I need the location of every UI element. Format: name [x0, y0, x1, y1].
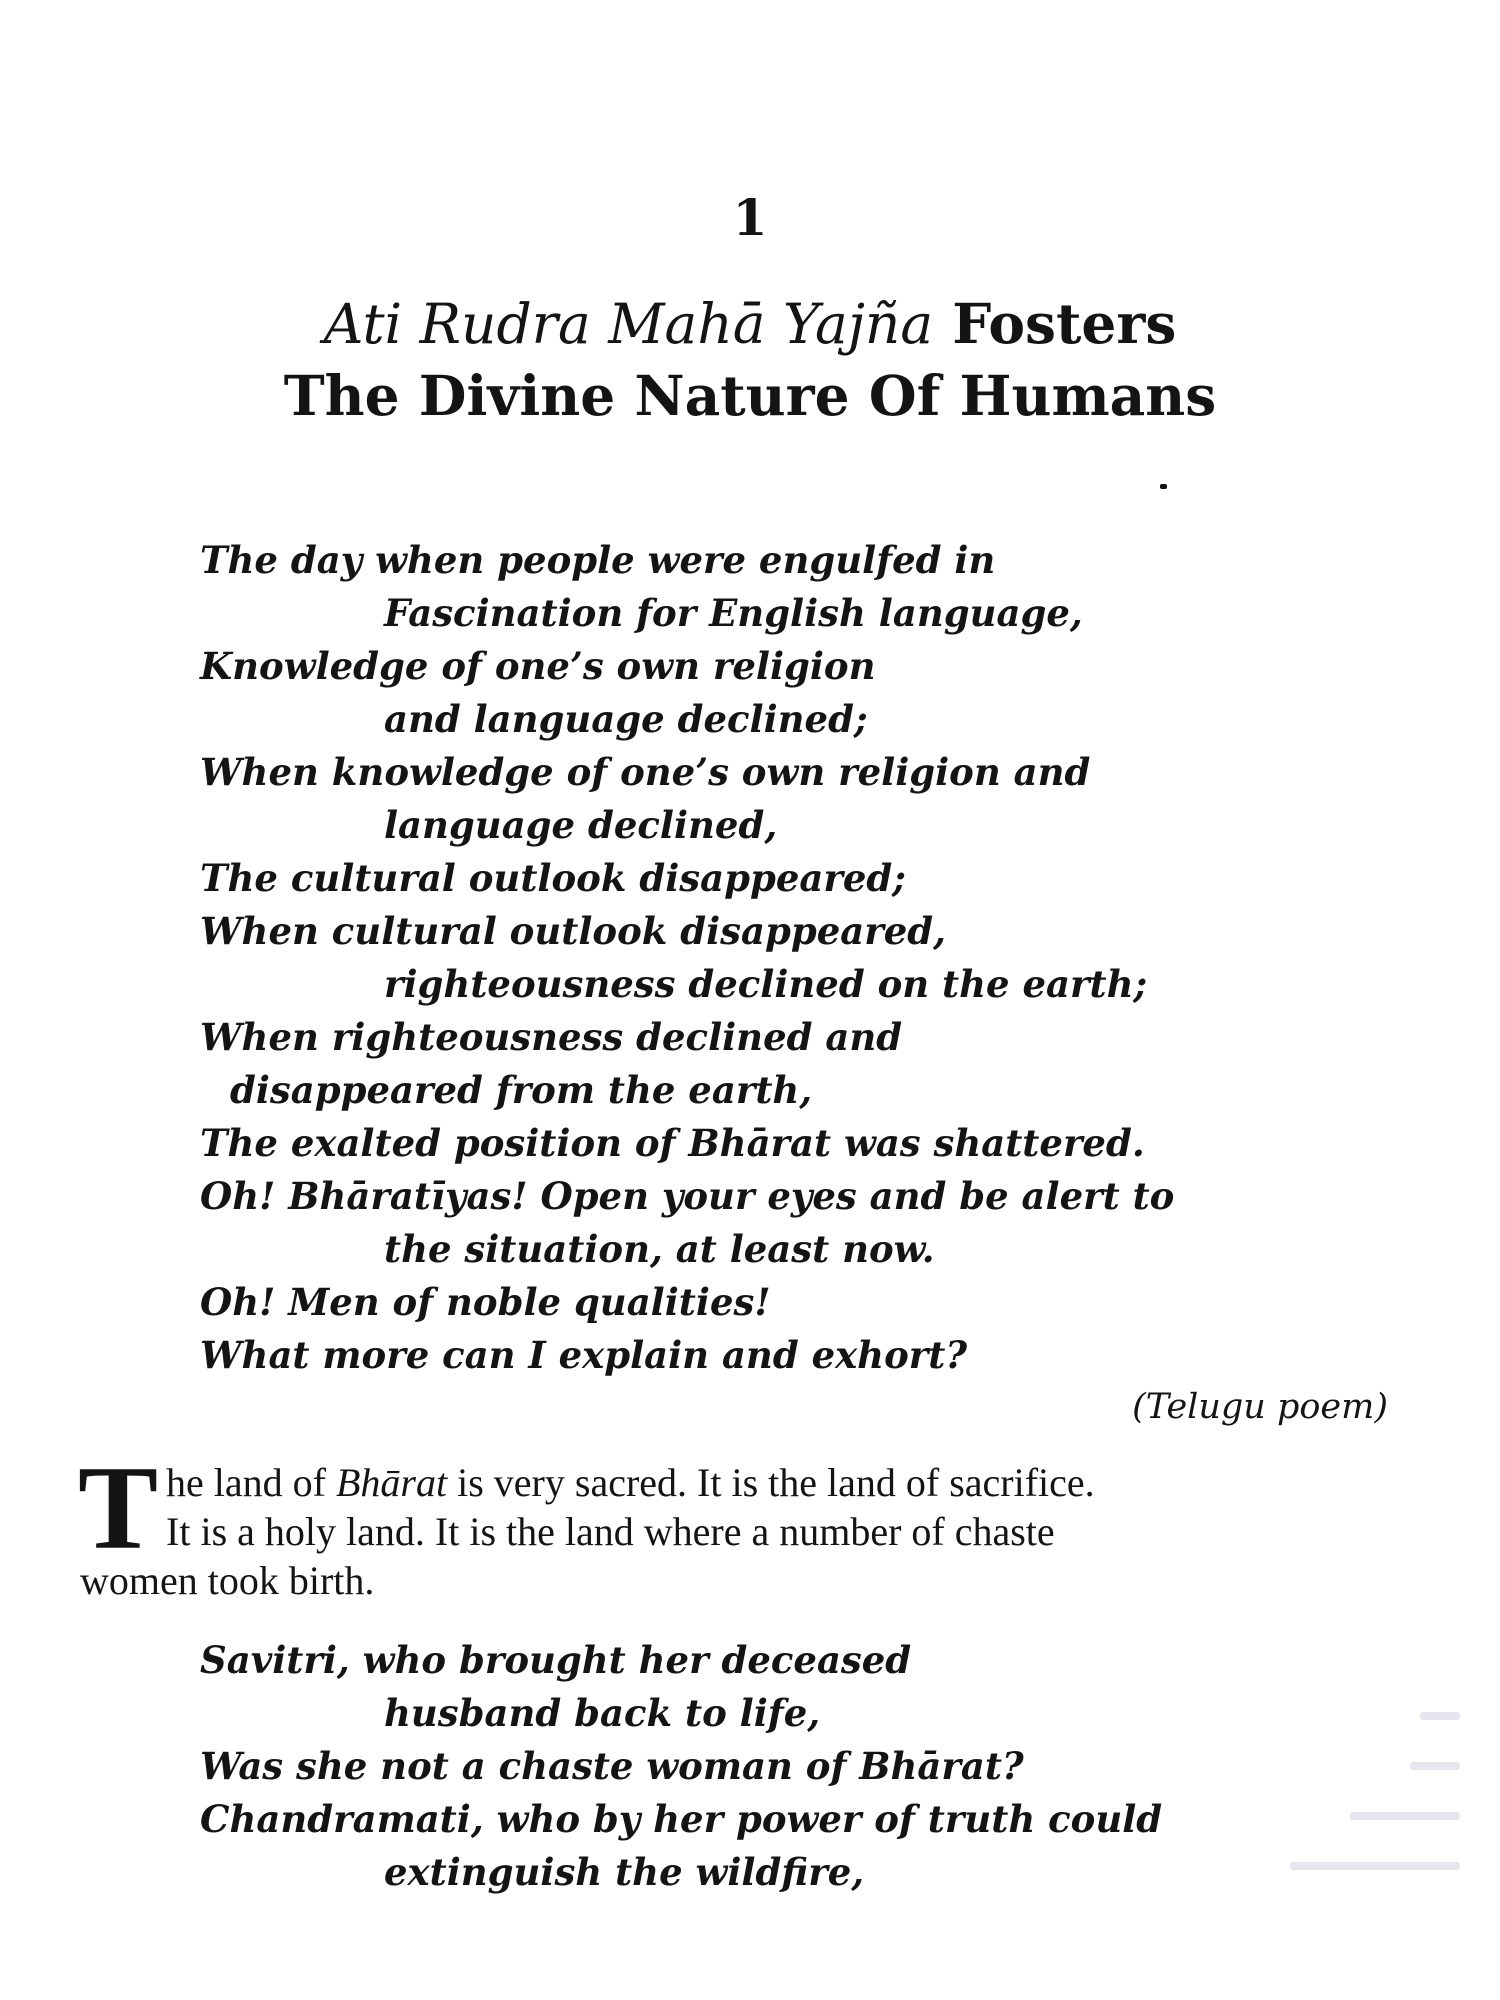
prose-emphasis: Bhārat [336, 1460, 448, 1505]
poem-line: extinguish the wildfire, [384, 1850, 865, 1894]
second-poem [200, 1634, 1400, 1899]
prose-paragraph [78, 1441, 1380, 1605]
prose-text: he land of [166, 1460, 336, 1505]
poem-line: When cultural outlook disappeared, [200, 909, 947, 953]
poem-line: The exalted position of Bhārat was shattered. [200, 1121, 1145, 1165]
poem-line: and language declined; [384, 697, 868, 741]
poem-line: Oh! Bhāratīyas! Open your eyes and be alert to [200, 1174, 1175, 1218]
poem-line: the situation, at least now. [384, 1227, 935, 1271]
drop-cap: T [78, 1441, 159, 1574]
chapter-title-line-2: The Divine Nature Of Humans [283, 363, 1217, 428]
poem-line: What more can I explain and exhort? [200, 1333, 968, 1377]
bleed-through-mark [1290, 1862, 1460, 1870]
chapter-title-italic: Ati Rudra Mahā Yajña [323, 292, 934, 356]
poem-line: Savitri, who brought her deceased [200, 1638, 912, 1682]
poem-line: Was she not a chaste woman of Bhārat? [200, 1744, 1024, 1788]
poem-line: Chandramati, who by her power of truth could [200, 1797, 1163, 1841]
poem-line: disappeared from the earth, [230, 1068, 813, 1112]
bleed-through-mark [1410, 1762, 1460, 1770]
prose-text: is very sacred. It is the land of sacrifice. [447, 1460, 1095, 1505]
prose-line: It is a holy land. It is the land where a number of chaste [166, 1509, 1055, 1554]
bleed-through-mark [1350, 1812, 1460, 1820]
poem-line: Fascination for English language, [384, 591, 1083, 635]
prose-line [80, 1458, 1380, 1507]
opening-poem [200, 534, 1400, 1382]
ink-dot [1160, 484, 1167, 489]
chapter-title-rest: Fosters [933, 291, 1177, 356]
prose-line: women took birth. [80, 1558, 375, 1603]
poem-line: Knowledge of one’s own religion [200, 644, 876, 688]
poem-line: husband back to life, [384, 1691, 821, 1735]
chapter-title [0, 288, 1500, 432]
poem-line: Oh! Men of noble qualities! [200, 1280, 771, 1324]
poem-source: (Telugu poem) [1132, 1387, 1388, 1427]
poem-line: The cultural outlook disappeared; [200, 856, 906, 900]
poem-line: language declined, [384, 803, 778, 847]
poem-line: When knowledge of one’s own religion and [200, 750, 1091, 794]
poem-line: When righteousness declined and [200, 1015, 903, 1059]
chapter-number: 1 [732, 188, 768, 247]
bleed-through-mark [1420, 1712, 1460, 1720]
chapter-title-line-1 [0, 288, 1500, 360]
poem-line: The day when people were engulfed in [200, 538, 996, 582]
poem-line: righteousness declined on the earth; [384, 962, 1148, 1006]
